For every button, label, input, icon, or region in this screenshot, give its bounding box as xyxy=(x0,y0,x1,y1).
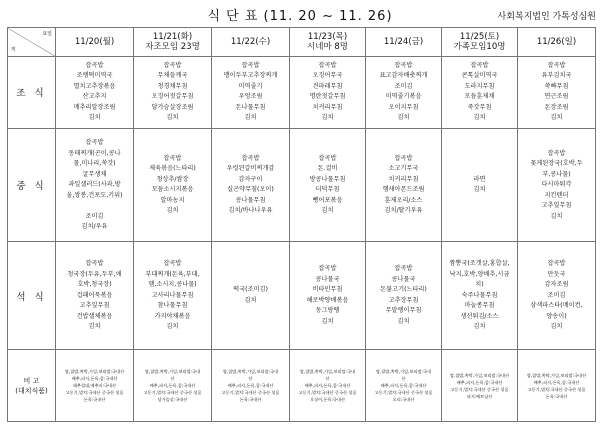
menu-item: 쌀,잡밥,쪽박,가잎,보리쌀:국내산 xyxy=(526,372,587,378)
menu-item: 숙주나물무침 xyxy=(461,291,498,299)
day-header-label: 11/20(월) xyxy=(74,36,115,47)
meal-label-lunch: 중 식 xyxy=(8,129,56,242)
day-header xyxy=(290,28,366,57)
menu-item: 모듬훈제채 xyxy=(464,93,495,101)
menu-item: 김치 xyxy=(88,114,101,122)
menu-item: 미역줄기 xyxy=(238,82,263,90)
menu-item: 울,쌍봉,건포도,키위) xyxy=(66,191,123,199)
menu-item: 쌀,잡밥,쪽박,가잎,보리쌀:국내산 xyxy=(64,369,125,375)
menu-item: 메추리알장조림 xyxy=(73,103,116,111)
menu-item: 쌀,잡밥,쪽박,가잎,보리쌀:국내 xyxy=(144,369,201,375)
menu-item: 물,미나리,쑥갓) xyxy=(73,160,116,168)
menu-item: 쌀,잡밥,쪽박,가잎,보리쌀:국내산 xyxy=(449,372,510,378)
menu-item: 산 xyxy=(325,376,330,382)
menu-item: 청국장(두유,두부,애 xyxy=(67,270,122,278)
origin-note-cell xyxy=(212,350,290,422)
dinner-row xyxy=(8,242,596,350)
origin-note-cell xyxy=(134,350,212,422)
menu-cell xyxy=(134,56,212,129)
menu-item: 짬뽕국(조갯살,홍합살, xyxy=(449,260,510,268)
menu-cell xyxy=(56,242,134,350)
lunch-row xyxy=(8,129,596,242)
breakfast-row xyxy=(8,56,596,129)
menu-item: 연근조림 xyxy=(544,93,569,101)
menu-item: 조랭떡미역국 xyxy=(76,72,113,80)
menu-item: 잡곡밥 xyxy=(547,61,566,69)
menu-item: 김치 xyxy=(473,186,486,194)
menu-item: 소고기무국 xyxy=(388,165,419,173)
menu-item: 잡곡밥 xyxy=(163,260,182,268)
menu-item: 배추,퍼지,돈육,콩:국내산 xyxy=(533,379,580,385)
menu-item: 모듬소시지볶음 xyxy=(151,186,194,194)
menu-item: 훈제오리/소스 xyxy=(384,196,423,204)
menu-item: 고동기,멸치:국내산 중국산 섞음 xyxy=(221,390,280,396)
menu-item: 배추,퍼지,돈육,콩:국내산 xyxy=(380,383,427,389)
menu-item: 잡곡밥 xyxy=(318,61,337,69)
menu-item: 잡곡밥 xyxy=(394,61,413,69)
menu-item: 오리:국내산 xyxy=(392,397,415,403)
menu-item: 과일샐러드(사과,방 xyxy=(68,181,121,189)
menu-item: 배추,퍼지,돈육,콩:국내산 xyxy=(149,383,196,389)
menu-item: 달가슴살장조림 xyxy=(151,103,194,111)
menu-item: 도라지무침 xyxy=(464,82,495,90)
menu-item: 표고감자배춧찌개 xyxy=(379,72,428,80)
menu-cell xyxy=(518,56,596,129)
menu-item: 돈육:국내산 xyxy=(83,397,106,403)
menu-item: 햄,소시지,콩나물) xyxy=(148,281,197,289)
menu-cell xyxy=(212,56,290,129)
menu-item: 쌀,잡밥,쪽박,가잎,보리쌀:국내 xyxy=(299,369,356,375)
day-header xyxy=(442,28,518,57)
menu-item: 산고추지 xyxy=(82,93,107,101)
menu-cell xyxy=(134,242,212,350)
menu-cell xyxy=(56,129,134,242)
menu-item: 김치/딸기우유 xyxy=(384,207,423,215)
menu-cell xyxy=(366,56,442,129)
menu-item: 당가슴살:국내산 xyxy=(157,397,188,403)
menu-item: 고동기,멸치:국내산 중국산 섞음 xyxy=(65,390,124,396)
menu-item: 비타민무침 xyxy=(312,286,343,294)
menu-item: 동그랑땡 xyxy=(315,307,340,315)
menu-item: 잡곡밥 xyxy=(318,154,337,162)
origin-note-cell xyxy=(518,350,596,422)
menu-item: 잡곡밥 xyxy=(241,61,260,69)
menu-item: 오징어젓갈무침 xyxy=(151,93,194,101)
menu-item: 감자구이 xyxy=(238,175,263,183)
menu-item: 양송이) xyxy=(546,312,567,320)
menu-item: 고동기,멸치:국내산 중국산 섞음 xyxy=(374,390,433,396)
menu-item: 김치 xyxy=(321,207,334,215)
day-header-label: 11/25(토) 가족모임10명 xyxy=(453,31,506,52)
menu-item: 만둣국 xyxy=(547,270,566,278)
menu-item: 해로박양배볶음 xyxy=(306,296,349,304)
menu-item: 부대찌개(돈육,부대, xyxy=(145,270,200,278)
menu-item: 미역줄기볶음 xyxy=(385,93,422,101)
day-header xyxy=(134,28,212,57)
day-header xyxy=(518,28,596,57)
menu-item: 고추잎무침 xyxy=(541,202,572,210)
menu-item: 조미김 xyxy=(394,82,413,90)
menu-item: 쌀,잡밥,쪽박,가잎,보리쌀:국내 xyxy=(222,369,279,375)
menu-item: 오징어,돈육:국내산 xyxy=(309,397,346,403)
day-header-label: 11/24(금) xyxy=(383,36,424,47)
menu-item: 감자조림 xyxy=(544,281,569,289)
menu-item: 낙지,호박,양배추,시금 xyxy=(449,270,510,278)
menu-item: 김치 xyxy=(550,212,563,220)
menu-item: 김치 xyxy=(321,114,334,122)
menu-cell xyxy=(366,129,442,242)
menu-item: 잡곡밥 xyxy=(85,260,104,268)
menu-cell xyxy=(56,56,134,129)
menu-item: 고추잎무침 xyxy=(79,302,110,310)
menu-item: 알마농지 xyxy=(160,196,185,204)
menu-item: 배추,퍼지,돈육,콩:국내산 xyxy=(71,376,118,382)
corner-day-label: 요일 xyxy=(42,31,52,37)
menu-item: 김치 xyxy=(166,114,179,122)
menu-item: 김치 xyxy=(321,317,334,325)
menu-item: 실곤약무침(오이) xyxy=(227,186,274,194)
menu-cell xyxy=(290,56,366,129)
day-header xyxy=(56,28,134,57)
menu-item: 돈불고기(느타리) xyxy=(380,286,427,294)
menu-item: 청상추/쌈장 xyxy=(156,175,189,183)
menu-item: 김치 xyxy=(397,317,410,325)
menu-item: 고동기,멸치:국내산 중국산 섞음 xyxy=(143,390,202,396)
meal-label-dinner: 석 식 xyxy=(8,242,56,350)
menu-item: 김치 xyxy=(166,323,179,331)
menu-item: 청경채무침 xyxy=(157,82,188,90)
menu-item: 김치/바나나우유 xyxy=(228,207,273,215)
menu-item: 김치/우유 xyxy=(81,223,108,231)
menu-item: 다시마튀각 xyxy=(541,181,572,189)
day-header xyxy=(212,28,290,57)
menu-item: 잡곡밥 xyxy=(318,265,337,273)
menu-item: 참나물무침 xyxy=(157,302,188,310)
menu-item: 굴무생채 xyxy=(82,170,107,178)
menu-item: 콩나물국 xyxy=(391,275,416,283)
menu-cell xyxy=(212,242,290,350)
menu-item: 잡곡밥 xyxy=(547,149,566,157)
meal-table xyxy=(7,27,596,422)
menu-item: 뺑어포볶음 xyxy=(312,196,343,204)
menu-item: 쌀,잡밥,쪽박,가잎,보리쌀:국내 xyxy=(375,369,432,375)
menu-item: 제육볶음(느타리) xyxy=(149,165,196,173)
page-title: 식 단 표 (11. 20 ~ 11. 26) xyxy=(207,9,393,24)
menu-cell xyxy=(212,129,290,242)
menu-item: 돈나물무침 xyxy=(235,103,266,111)
origin-note-cell xyxy=(366,350,442,422)
menu-item: 마늘종무침 xyxy=(464,302,495,310)
menu-item: 고동기,멸치:국내산 중국산 섞음 xyxy=(298,390,357,396)
menu-item: 잡곡밥 xyxy=(163,61,182,69)
menu-cell xyxy=(442,129,518,242)
day-header-label: 11/21(화) 자조모임 23명 xyxy=(145,31,200,52)
day-header xyxy=(366,28,442,57)
menu-item: 김치 xyxy=(473,114,486,122)
menu-item: 치커리무침 xyxy=(312,103,343,111)
menu-cell xyxy=(518,242,596,350)
menu-item: 우엉조림 xyxy=(238,93,263,101)
menu-item: 고추장무침 xyxy=(388,296,419,304)
menu-item: 배추,퍼지,돈육,콩:국내산 xyxy=(227,383,274,389)
menu-item: 오징어무국 xyxy=(312,72,343,80)
notes-row xyxy=(8,350,596,422)
menu-item: 햄새아몬드조림 xyxy=(382,186,425,194)
menu-item: 잡곡밥 xyxy=(547,260,566,268)
menu-item: 건밥샐체볶음 xyxy=(76,312,113,320)
day-header-label: 11/22(수) xyxy=(230,36,271,47)
menu-item: 배추,퍼지,돈육,콩:국내산 xyxy=(456,379,503,385)
menu-item: 돈장조림 xyxy=(544,103,569,111)
menu-item: 겁패어묵볶음 xyxy=(76,291,113,299)
menu-item: 고동기,멸치:국내산 중국산 섞음 xyxy=(527,386,586,392)
menu-item: 무채들깨국 xyxy=(157,72,188,80)
menu-item: 콩나물국 xyxy=(315,275,340,283)
menu-item: 지킨텐더 xyxy=(544,191,569,199)
menu-item: 치) xyxy=(475,281,484,289)
menu-item: 치커리무침 xyxy=(388,175,419,183)
menu-item: 견파래무침 xyxy=(312,82,343,90)
menu-item: 쑥빠무침 xyxy=(544,82,569,90)
menu-item: 꽃게된장국(호박,두 xyxy=(530,160,583,168)
menu-cell xyxy=(442,56,518,129)
menu-item: 김치 xyxy=(550,323,563,331)
menu-item: 가지야채볶음 xyxy=(154,312,191,320)
menu-item: 김치 xyxy=(88,323,101,331)
menu-item: 잡곡밥 xyxy=(394,265,413,273)
menu-item: 고사리나물무침 xyxy=(151,291,194,299)
menu-item: 동태찌개(곤이,콩나 xyxy=(68,149,121,157)
menu-item: 콩나물무침 xyxy=(235,196,266,204)
menu-item: 돈육:국내산 xyxy=(545,393,568,399)
menu-item: 잡곡밥 xyxy=(241,154,260,162)
origin-note-cell xyxy=(56,350,134,422)
meal-label-notes: 비 고 (대치식품) xyxy=(8,350,56,422)
menu-item: 산 xyxy=(401,376,406,382)
menu-item: 돈.걸비 xyxy=(317,165,338,173)
menu-item: 라면 xyxy=(473,175,486,183)
menu-item: 방콩나물무침 xyxy=(309,175,346,183)
menu-item: 배추,퍼지,돈육,콩:국내산 xyxy=(304,383,351,389)
menu-item: 호박,청국장) xyxy=(77,281,112,289)
menu-item: 무말랭이무침 xyxy=(385,307,422,315)
menu-item: 조미김 xyxy=(547,291,566,299)
menu-cell xyxy=(290,129,366,242)
menu-item: 김치 xyxy=(244,296,257,304)
menu-item: 멸치고추장볶음 xyxy=(73,82,116,90)
menu-cell xyxy=(290,242,366,350)
day-header-label: 11/23(목) 시네마 8명 xyxy=(307,31,348,52)
menu-item: 고동기,멸치:국내산 중국산 섞음 xyxy=(450,386,509,392)
origin-note-cell xyxy=(290,350,366,422)
menu-item: 죽갓무침 xyxy=(467,103,492,111)
menu-item: 산 xyxy=(248,376,253,382)
menu-item: 잡곡밥 xyxy=(470,61,489,69)
origin-note-cell xyxy=(442,350,518,422)
meal-label-breakfast: 조 식 xyxy=(8,56,56,129)
menu-item: 김치 xyxy=(166,207,179,215)
menu-item: 더덕무침 xyxy=(315,186,340,194)
menu-item xyxy=(56,201,133,212)
menu-item: 돼추절대,메추파:국내산 xyxy=(72,383,117,389)
menu-item: 산 xyxy=(170,376,175,382)
menu-item: 김치 xyxy=(550,114,563,122)
menu-item: 돈육:국내산 xyxy=(239,397,262,403)
menu-cell xyxy=(442,242,518,350)
menu-item: 우렁된갈비찌개감 xyxy=(226,165,275,173)
menu-item: 유부김치국 xyxy=(541,72,572,80)
organization-name: 사회복지법인 가톡성심원 xyxy=(497,12,596,22)
menu-item: 맹이두부고추장찌개 xyxy=(223,72,278,80)
menu-cell xyxy=(366,242,442,350)
menu-item: 낙지:베트남산 xyxy=(466,393,493,399)
menu-item: 김치 xyxy=(244,114,257,122)
menu-item: 잡곡밥 xyxy=(163,154,182,162)
menu-item: 떡국(조미김) xyxy=(233,286,268,294)
menu-item: 오이지무침 xyxy=(388,103,419,111)
menu-item: 잡곡밥 xyxy=(85,139,104,147)
menu-item: 생선튀김/소스 xyxy=(460,312,499,320)
menu-cell xyxy=(518,129,596,242)
menu-item: 조미김 xyxy=(85,212,104,220)
corner-meal-label: 끼 xyxy=(11,46,16,53)
menu-item: 잡곡밥 xyxy=(394,154,413,162)
header-row xyxy=(8,28,596,57)
menu-item: 김치 xyxy=(397,114,410,122)
menu-item: 명란젓갈무침 xyxy=(309,93,346,101)
day-header-label: 11/26(일) xyxy=(536,36,577,47)
menu-item: 삼색파스타(메이컨, xyxy=(530,302,583,310)
corner-cell xyxy=(8,28,56,57)
menu-item: 부,콩나물) xyxy=(542,170,571,178)
menu-cell xyxy=(134,129,212,242)
menu-item: 김치 xyxy=(473,323,486,331)
menu-item: 잡곡밥 xyxy=(85,61,104,69)
menu-item: 콘톡살미역국 xyxy=(461,72,498,80)
